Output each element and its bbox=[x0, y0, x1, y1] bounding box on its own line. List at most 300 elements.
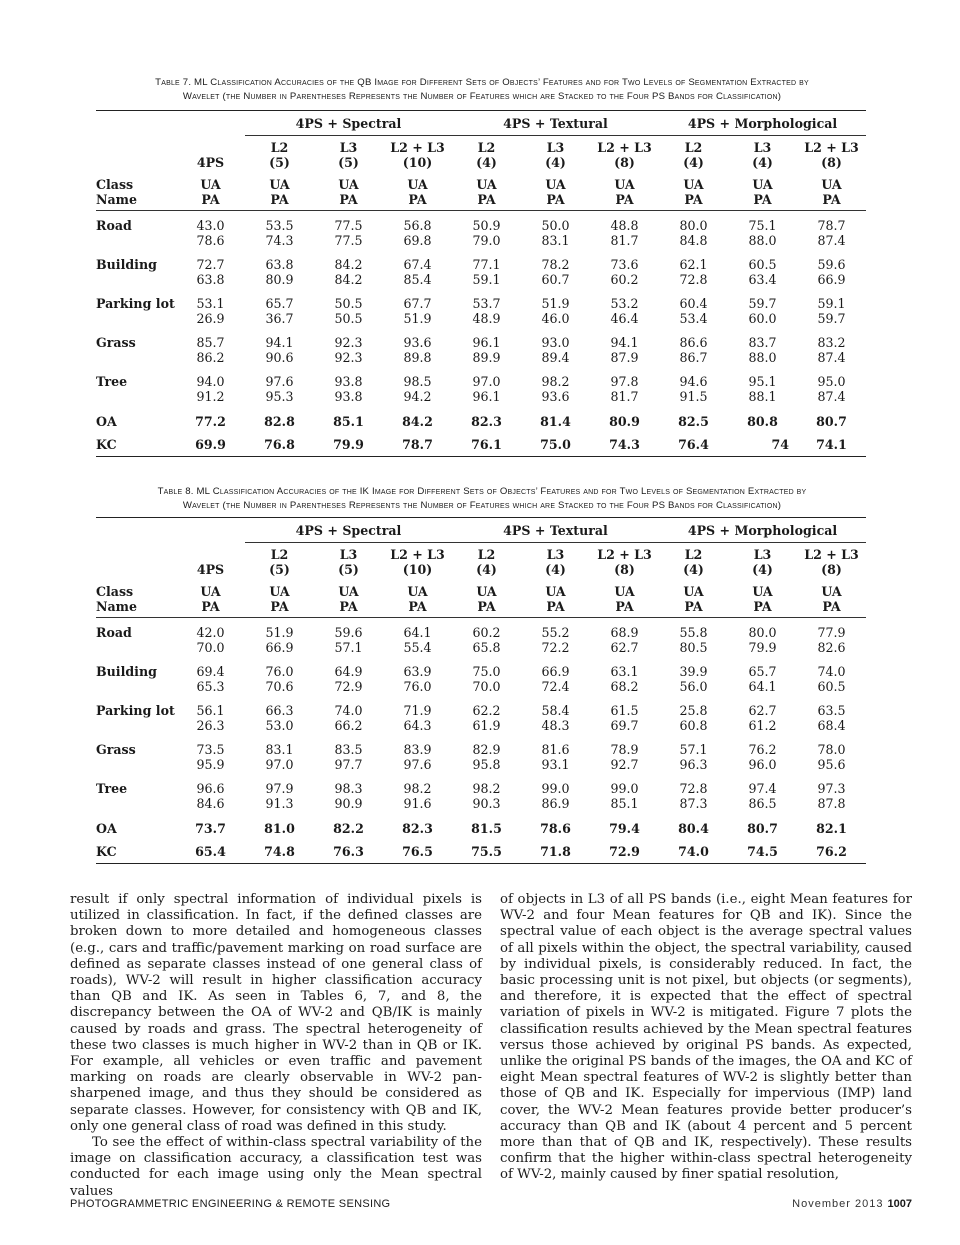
level-header bbox=[521, 543, 590, 581]
pa-value: 72.9 bbox=[334, 679, 363, 694]
ua-value: 83.9 bbox=[403, 742, 432, 757]
ua-value: 62.7 bbox=[748, 703, 777, 718]
measure-header bbox=[728, 173, 797, 211]
pa-value: 60.0 bbox=[748, 311, 777, 326]
ua-value: 59.7 bbox=[748, 296, 777, 311]
level-label: L2 bbox=[477, 547, 496, 562]
level-header bbox=[245, 136, 314, 174]
ua-value: 69.4 bbox=[196, 664, 225, 679]
level-label: L2 bbox=[684, 140, 703, 155]
ua-value: 59.6 bbox=[817, 257, 846, 272]
table7-caption-line1: Table 7. ML Classification Accuracies of the QB Image for Different Sets of Objects’ Features and for Two Levels of Segmentation Extracted by bbox=[155, 77, 809, 88]
measure-header bbox=[659, 580, 728, 618]
level-label: L3 bbox=[339, 547, 358, 562]
pa-value: 91.5 bbox=[679, 389, 708, 404]
level-header bbox=[452, 543, 521, 581]
ua-value: 63.9 bbox=[403, 664, 432, 679]
pa-value: 69.7 bbox=[610, 718, 639, 733]
accuracy-cell bbox=[797, 332, 866, 371]
pa-value: 72.2 bbox=[541, 640, 570, 655]
class-row bbox=[96, 254, 866, 293]
accuracy-cell bbox=[521, 332, 590, 371]
class-row bbox=[96, 661, 866, 700]
measure-header bbox=[383, 173, 452, 211]
ua-label: UA bbox=[269, 584, 290, 599]
accuracy-cell bbox=[590, 618, 659, 662]
measure-header-row bbox=[96, 580, 866, 618]
level-header bbox=[590, 543, 659, 581]
accuracy-cell bbox=[176, 618, 245, 662]
accuracy-cell bbox=[659, 371, 728, 410]
pa-value: 91.3 bbox=[265, 796, 294, 811]
pa-value: 91.2 bbox=[196, 389, 225, 404]
pa-value: 97.0 bbox=[265, 757, 294, 772]
table7-caption-line2: Wavelet (the Number in Parentheses Represents the Number of Features which are Stacked to the Four PS Bands for Classification) bbox=[182, 91, 782, 102]
ua-value: 99.0 bbox=[610, 781, 639, 796]
issue-date: November 2013 bbox=[792, 1198, 884, 1210]
level-label: L2 bbox=[270, 140, 289, 155]
ua-value: 98.3 bbox=[334, 781, 363, 796]
pa-value: 88.1 bbox=[748, 389, 777, 404]
pa-value: 53.4 bbox=[679, 311, 708, 326]
accuracy-cell bbox=[383, 211, 452, 255]
measure-header bbox=[452, 580, 521, 618]
accuracy-cell bbox=[245, 618, 314, 662]
level-header bbox=[452, 136, 521, 174]
pa-label: PA bbox=[753, 599, 772, 614]
pa-label: PA bbox=[546, 192, 565, 207]
accuracy-cell bbox=[590, 739, 659, 778]
accuracy-cell bbox=[383, 371, 452, 410]
ua-value: 50.9 bbox=[472, 218, 501, 233]
ua-label: UA bbox=[752, 584, 773, 599]
accuracy-cell bbox=[245, 700, 314, 739]
measure-header bbox=[383, 580, 452, 618]
pa-label: PA bbox=[684, 192, 703, 207]
pa-value: 95.9 bbox=[196, 757, 225, 772]
accuracy-cell bbox=[659, 254, 728, 293]
page-number: 1007 bbox=[887, 1198, 912, 1210]
accuracy-cell bbox=[590, 778, 659, 817]
feature-count: (8) bbox=[821, 155, 842, 170]
body-paragraph: To see the effect of within-class spectral variability of the image on classification accuracy, a classification test was conducted for each image using only the Mean spectral values bbox=[70, 1135, 482, 1199]
ua-value: 74.0 bbox=[334, 703, 363, 718]
pa-value: 90.3 bbox=[472, 796, 501, 811]
accuracy-cell bbox=[314, 332, 383, 371]
pa-value: 60.7 bbox=[541, 272, 570, 287]
oa-value: 81.4 bbox=[540, 414, 571, 429]
kc-value: 74.1 bbox=[816, 437, 847, 452]
pa-value: 96.0 bbox=[748, 757, 777, 772]
class-row bbox=[96, 371, 866, 410]
pa-value: 63.8 bbox=[196, 272, 225, 287]
pa-value: 59.7 bbox=[817, 311, 846, 326]
ua-value: 94.0 bbox=[196, 374, 225, 389]
ua-value: 80.0 bbox=[748, 625, 777, 640]
pa-label: PA bbox=[408, 599, 427, 614]
ua-value: 97.8 bbox=[610, 374, 639, 389]
ua-value: 66.3 bbox=[265, 703, 294, 718]
ua-value: 66.9 bbox=[541, 664, 570, 679]
pa-value: 48.9 bbox=[472, 311, 501, 326]
measure-header bbox=[314, 173, 383, 211]
table8-caption-line2: Wavelet (the Number in Parentheses Represents the Number of Features which are Stacked to the Four PS Bands for Classification) bbox=[182, 500, 782, 511]
level-label: L3 bbox=[546, 547, 565, 562]
kc-value: 76.8 bbox=[264, 437, 295, 452]
oa-value: 82.5 bbox=[678, 414, 709, 429]
level-header bbox=[590, 136, 659, 174]
group-label: 4PS + Textural bbox=[452, 518, 659, 543]
kc-label: KC bbox=[96, 844, 117, 859]
pa-label: PA bbox=[684, 599, 703, 614]
pa-value: 86.5 bbox=[748, 796, 777, 811]
class-name: Parking lot bbox=[96, 296, 175, 311]
ua-value: 93.8 bbox=[334, 374, 363, 389]
ua-label: UA bbox=[821, 584, 842, 599]
ua-label: UA bbox=[614, 584, 635, 599]
kc-value: 76.2 bbox=[816, 844, 847, 859]
pa-label: PA bbox=[201, 192, 220, 207]
accuracy-cell bbox=[797, 211, 866, 255]
ua-value: 74.0 bbox=[817, 664, 846, 679]
ua-value: 96.6 bbox=[196, 781, 225, 796]
ua-value: 97.6 bbox=[265, 374, 294, 389]
ua-value: 83.2 bbox=[817, 335, 846, 350]
pa-label: PA bbox=[615, 192, 634, 207]
ua-label: UA bbox=[821, 177, 842, 192]
pa-value: 74.3 bbox=[265, 233, 294, 248]
class-name: Road bbox=[96, 625, 132, 640]
accuracy-cell bbox=[452, 700, 521, 739]
feature-count: (4) bbox=[752, 155, 773, 170]
pa-value: 87.9 bbox=[610, 350, 639, 365]
accuracy-cell bbox=[728, 293, 797, 332]
feature-count: (4) bbox=[476, 155, 497, 170]
pa-value: 84.8 bbox=[679, 233, 708, 248]
accuracy-cell bbox=[521, 254, 590, 293]
pa-value: 60.8 bbox=[679, 718, 708, 733]
body-right-column bbox=[500, 892, 912, 1200]
ua-value: 96.1 bbox=[472, 335, 501, 350]
accuracy-cell bbox=[314, 211, 383, 255]
group-label: 4PS + Morphological bbox=[659, 111, 866, 136]
ua-value: 94.1 bbox=[610, 335, 639, 350]
measure-header bbox=[314, 580, 383, 618]
pa-value: 88.0 bbox=[748, 233, 777, 248]
accuracy-cell bbox=[245, 293, 314, 332]
col-4ps: 4PS bbox=[196, 562, 225, 577]
accuracy-cell bbox=[797, 661, 866, 700]
ua-value: 62.1 bbox=[679, 257, 708, 272]
pa-value: 85.1 bbox=[610, 796, 639, 811]
feature-count: (8) bbox=[821, 562, 842, 577]
pa-value: 81.7 bbox=[610, 233, 639, 248]
ua-label: UA bbox=[476, 584, 497, 599]
pa-value: 80.9 bbox=[265, 272, 294, 287]
ua-value: 98.2 bbox=[541, 374, 570, 389]
kc-value: 69.9 bbox=[195, 437, 226, 452]
pa-value: 95.6 bbox=[817, 757, 846, 772]
pa-value: 46.4 bbox=[610, 311, 639, 326]
ua-value: 67.4 bbox=[403, 257, 432, 272]
feature-count: (5) bbox=[338, 155, 359, 170]
level-header bbox=[797, 136, 866, 174]
kc-value: 76.4 bbox=[678, 437, 709, 452]
table8-grid bbox=[96, 517, 866, 864]
ua-value: 60.5 bbox=[748, 257, 777, 272]
accuracy-cell bbox=[314, 293, 383, 332]
accuracy-cell bbox=[383, 700, 452, 739]
accuracy-cell bbox=[176, 371, 245, 410]
ua-label: UA bbox=[752, 177, 773, 192]
ua-value: 75.1 bbox=[748, 218, 777, 233]
ua-value: 59.6 bbox=[334, 625, 363, 640]
level-label: L3 bbox=[753, 140, 772, 155]
measure-header bbox=[590, 580, 659, 618]
pa-value: 68.2 bbox=[610, 679, 639, 694]
measure-header bbox=[245, 580, 314, 618]
pa-value: 48.3 bbox=[541, 718, 570, 733]
pa-value: 84.6 bbox=[196, 796, 225, 811]
pa-value: 59.1 bbox=[472, 272, 501, 287]
level-header bbox=[314, 136, 383, 174]
pa-value: 94.2 bbox=[403, 389, 432, 404]
accuracy-cell bbox=[314, 661, 383, 700]
pa-value: 88.0 bbox=[748, 350, 777, 365]
level-header-row bbox=[96, 543, 866, 581]
class-name: Tree bbox=[96, 781, 128, 796]
ua-value: 50.5 bbox=[334, 296, 363, 311]
class-row bbox=[96, 739, 866, 778]
level-label: L3 bbox=[753, 547, 772, 562]
ua-value: 62.2 bbox=[472, 703, 501, 718]
ua-label: UA bbox=[545, 177, 566, 192]
accuracy-cell bbox=[728, 254, 797, 293]
ua-value: 78.9 bbox=[610, 742, 639, 757]
pa-value: 78.6 bbox=[196, 233, 225, 248]
kc-value: 76.3 bbox=[333, 844, 364, 859]
pa-value: 26.9 bbox=[196, 311, 225, 326]
ua-label: UA bbox=[338, 584, 359, 599]
ua-value: 64.1 bbox=[403, 625, 432, 640]
table7 bbox=[96, 110, 866, 457]
table7-grid bbox=[96, 110, 866, 457]
ua-value: 55.2 bbox=[541, 625, 570, 640]
accuracy-cell bbox=[728, 700, 797, 739]
level-header bbox=[659, 136, 728, 174]
oa-value: 81.5 bbox=[471, 821, 502, 836]
group-label: 4PS + Morphological bbox=[659, 518, 866, 543]
kc-value: 65.4 bbox=[195, 844, 226, 859]
feature-count: (10) bbox=[402, 562, 433, 577]
kc-value: 74.8 bbox=[264, 844, 295, 859]
pa-value: 77.5 bbox=[334, 233, 363, 248]
ua-value: 97.9 bbox=[265, 781, 294, 796]
ua-value: 57.1 bbox=[679, 742, 708, 757]
pa-value: 87.3 bbox=[679, 796, 708, 811]
ua-value: 73.5 bbox=[196, 742, 225, 757]
pa-value: 51.9 bbox=[403, 311, 432, 326]
level-label: L2 + L3 bbox=[390, 140, 445, 155]
accuracy-cell bbox=[728, 332, 797, 371]
accuracy-cell bbox=[245, 778, 314, 817]
class-name: Road bbox=[96, 218, 132, 233]
pa-value: 86.9 bbox=[541, 796, 570, 811]
level-label: L2 + L3 bbox=[597, 547, 652, 562]
body-paragraph: of objects in L3 of all PS bands (i.e., eight Mean features for WV-2 and four Mean features for QB and IK). Since the spectral value of each object is the average spectral values of all pixels within the object, the spectral variability, caused by individual pixels, is considerably reduced. In fact, the basic processing unit is not pixel, but objects (or segments), and therefore, it is expected that the effect of spectral variation of pixels in WV-2 is mitigated. Figure 7 plots the classification results achieved by the Mean spectral features versus those achieved by original PS bands. As expected, unlike the original PS bands of the images, the OA and KC of eight Mean spectral features of WV-2 is slightly better than those of QB and IK. Especially for impervious (IMP) land cover, the WV-2 Mean features provide better producer’s accuracy than QB and IK (about 4 percent and 5 percent more than that of QB and IK, respectively). These results confirm that the higher within-class spectral heterogeneity of WV-2, mainly caused by finer spatial resolution, bbox=[500, 892, 912, 1183]
pa-value: 96.3 bbox=[679, 757, 708, 772]
accuracy-cell bbox=[452, 254, 521, 293]
ua-value: 98.5 bbox=[403, 374, 432, 389]
pa-value: 86.7 bbox=[679, 350, 708, 365]
level-label: L2 bbox=[270, 547, 289, 562]
ua-label: UA bbox=[200, 584, 221, 599]
level-label: L3 bbox=[546, 140, 565, 155]
oa-value: 81.0 bbox=[264, 821, 295, 836]
kc-value: 78.7 bbox=[402, 437, 433, 452]
pa-value: 72.4 bbox=[541, 679, 570, 694]
oa-value: 77.2 bbox=[195, 414, 226, 429]
pa-value: 97.7 bbox=[334, 757, 363, 772]
accuracy-cell bbox=[590, 661, 659, 700]
oa-value: 85.1 bbox=[333, 414, 364, 429]
ua-value: 60.2 bbox=[472, 625, 501, 640]
group-label: 4PS + Textural bbox=[452, 111, 659, 136]
ua-label: UA bbox=[269, 177, 290, 192]
ua-value: 50.0 bbox=[541, 218, 570, 233]
measure-header bbox=[521, 173, 590, 211]
accuracy-cell bbox=[797, 778, 866, 817]
feature-count: (10) bbox=[402, 155, 433, 170]
class-name: Building bbox=[96, 664, 157, 679]
accuracy-cell bbox=[314, 618, 383, 662]
feature-count: (8) bbox=[614, 562, 635, 577]
class-name-header: Class Name bbox=[96, 177, 138, 207]
group-header-row bbox=[96, 518, 866, 543]
ua-value: 83.5 bbox=[334, 742, 363, 757]
ua-value: 64.9 bbox=[334, 664, 363, 679]
kc-value: 74.5 bbox=[747, 844, 778, 859]
level-label: L3 bbox=[339, 140, 358, 155]
pa-value: 60.2 bbox=[610, 272, 639, 287]
ua-value: 94.6 bbox=[679, 374, 708, 389]
level-label: L2 + L3 bbox=[804, 140, 859, 155]
level-label: L2 bbox=[684, 547, 703, 562]
pa-value: 61.2 bbox=[748, 718, 777, 733]
kc-row bbox=[96, 433, 866, 457]
pa-value: 72.8 bbox=[679, 272, 708, 287]
ua-value: 53.7 bbox=[472, 296, 501, 311]
accuracy-cell bbox=[521, 700, 590, 739]
kc-value: 71.8 bbox=[540, 844, 571, 859]
pa-value: 92.7 bbox=[610, 757, 639, 772]
ua-label: UA bbox=[476, 177, 497, 192]
pa-value: 92.3 bbox=[334, 350, 363, 365]
col-4ps: 4PS bbox=[196, 155, 225, 170]
pa-value: 53.0 bbox=[265, 718, 294, 733]
ua-label: UA bbox=[683, 584, 704, 599]
class-name: Grass bbox=[96, 335, 136, 350]
accuracy-cell bbox=[590, 371, 659, 410]
pa-value: 56.0 bbox=[679, 679, 708, 694]
ua-value: 25.8 bbox=[679, 703, 708, 718]
kc-value: 76.1 bbox=[471, 437, 502, 452]
pa-value: 50.5 bbox=[334, 311, 363, 326]
pa-value: 62.7 bbox=[610, 640, 639, 655]
accuracy-cell bbox=[383, 332, 452, 371]
accuracy-cell bbox=[659, 739, 728, 778]
oa-label: OA bbox=[96, 821, 117, 836]
measure-header bbox=[659, 173, 728, 211]
pa-value: 69.8 bbox=[403, 233, 432, 248]
level-header bbox=[314, 543, 383, 581]
accuracy-cell bbox=[176, 778, 245, 817]
accuracy-cell bbox=[659, 700, 728, 739]
accuracy-cell bbox=[383, 778, 452, 817]
pa-value: 95.3 bbox=[265, 389, 294, 404]
accuracy-cell bbox=[245, 332, 314, 371]
feature-count: (4) bbox=[476, 562, 497, 577]
level-label: L2 bbox=[477, 140, 496, 155]
accuracy-cell bbox=[659, 778, 728, 817]
accuracy-cell bbox=[728, 211, 797, 255]
accuracy-cell bbox=[245, 254, 314, 293]
level-label: L2 + L3 bbox=[597, 140, 652, 155]
measure-header bbox=[797, 173, 866, 211]
accuracy-cell bbox=[314, 778, 383, 817]
table8-caption-line1: Table 8. ML Classification Accuracies of the IK Image for Different Sets of Objects’ Features and for Two Levels of Segmentation Extracted by bbox=[157, 486, 807, 497]
ua-value: 72.7 bbox=[196, 257, 225, 272]
ua-value: 60.4 bbox=[679, 296, 708, 311]
accuracy-cell bbox=[383, 254, 452, 293]
class-row bbox=[96, 778, 866, 817]
ua-value: 53.5 bbox=[265, 218, 294, 233]
accuracy-cell bbox=[590, 700, 659, 739]
pa-label: PA bbox=[546, 599, 565, 614]
pa-value: 93.8 bbox=[334, 389, 363, 404]
accuracy-cell bbox=[452, 661, 521, 700]
accuracy-cell bbox=[176, 254, 245, 293]
group-label: 4PS + Spectral bbox=[245, 518, 452, 543]
pa-value: 70.0 bbox=[472, 679, 501, 694]
accuracy-cell bbox=[728, 739, 797, 778]
feature-count: (4) bbox=[545, 155, 566, 170]
pa-value: 87.4 bbox=[817, 389, 846, 404]
pa-label: PA bbox=[339, 599, 358, 614]
pa-value: 87.4 bbox=[817, 350, 846, 365]
ua-value: 56.8 bbox=[403, 218, 432, 233]
ua-value: 73.6 bbox=[610, 257, 639, 272]
pa-value: 79.9 bbox=[748, 640, 777, 655]
ua-value: 43.0 bbox=[196, 218, 225, 233]
accuracy-cell bbox=[452, 739, 521, 778]
accuracy-cell bbox=[521, 739, 590, 778]
measure-header bbox=[797, 580, 866, 618]
accuracy-cell bbox=[176, 700, 245, 739]
pa-value: 63.4 bbox=[748, 272, 777, 287]
accuracy-cell bbox=[383, 661, 452, 700]
ua-value: 72.8 bbox=[679, 781, 708, 796]
level-header bbox=[728, 136, 797, 174]
ua-value: 77.9 bbox=[817, 625, 846, 640]
ua-value: 53.2 bbox=[610, 296, 639, 311]
pa-value: 80.5 bbox=[679, 640, 708, 655]
page-info bbox=[792, 1198, 912, 1210]
accuracy-cell bbox=[245, 211, 314, 255]
ua-value: 53.1 bbox=[196, 296, 225, 311]
accuracy-cell bbox=[728, 778, 797, 817]
pa-value: 70.0 bbox=[196, 640, 225, 655]
